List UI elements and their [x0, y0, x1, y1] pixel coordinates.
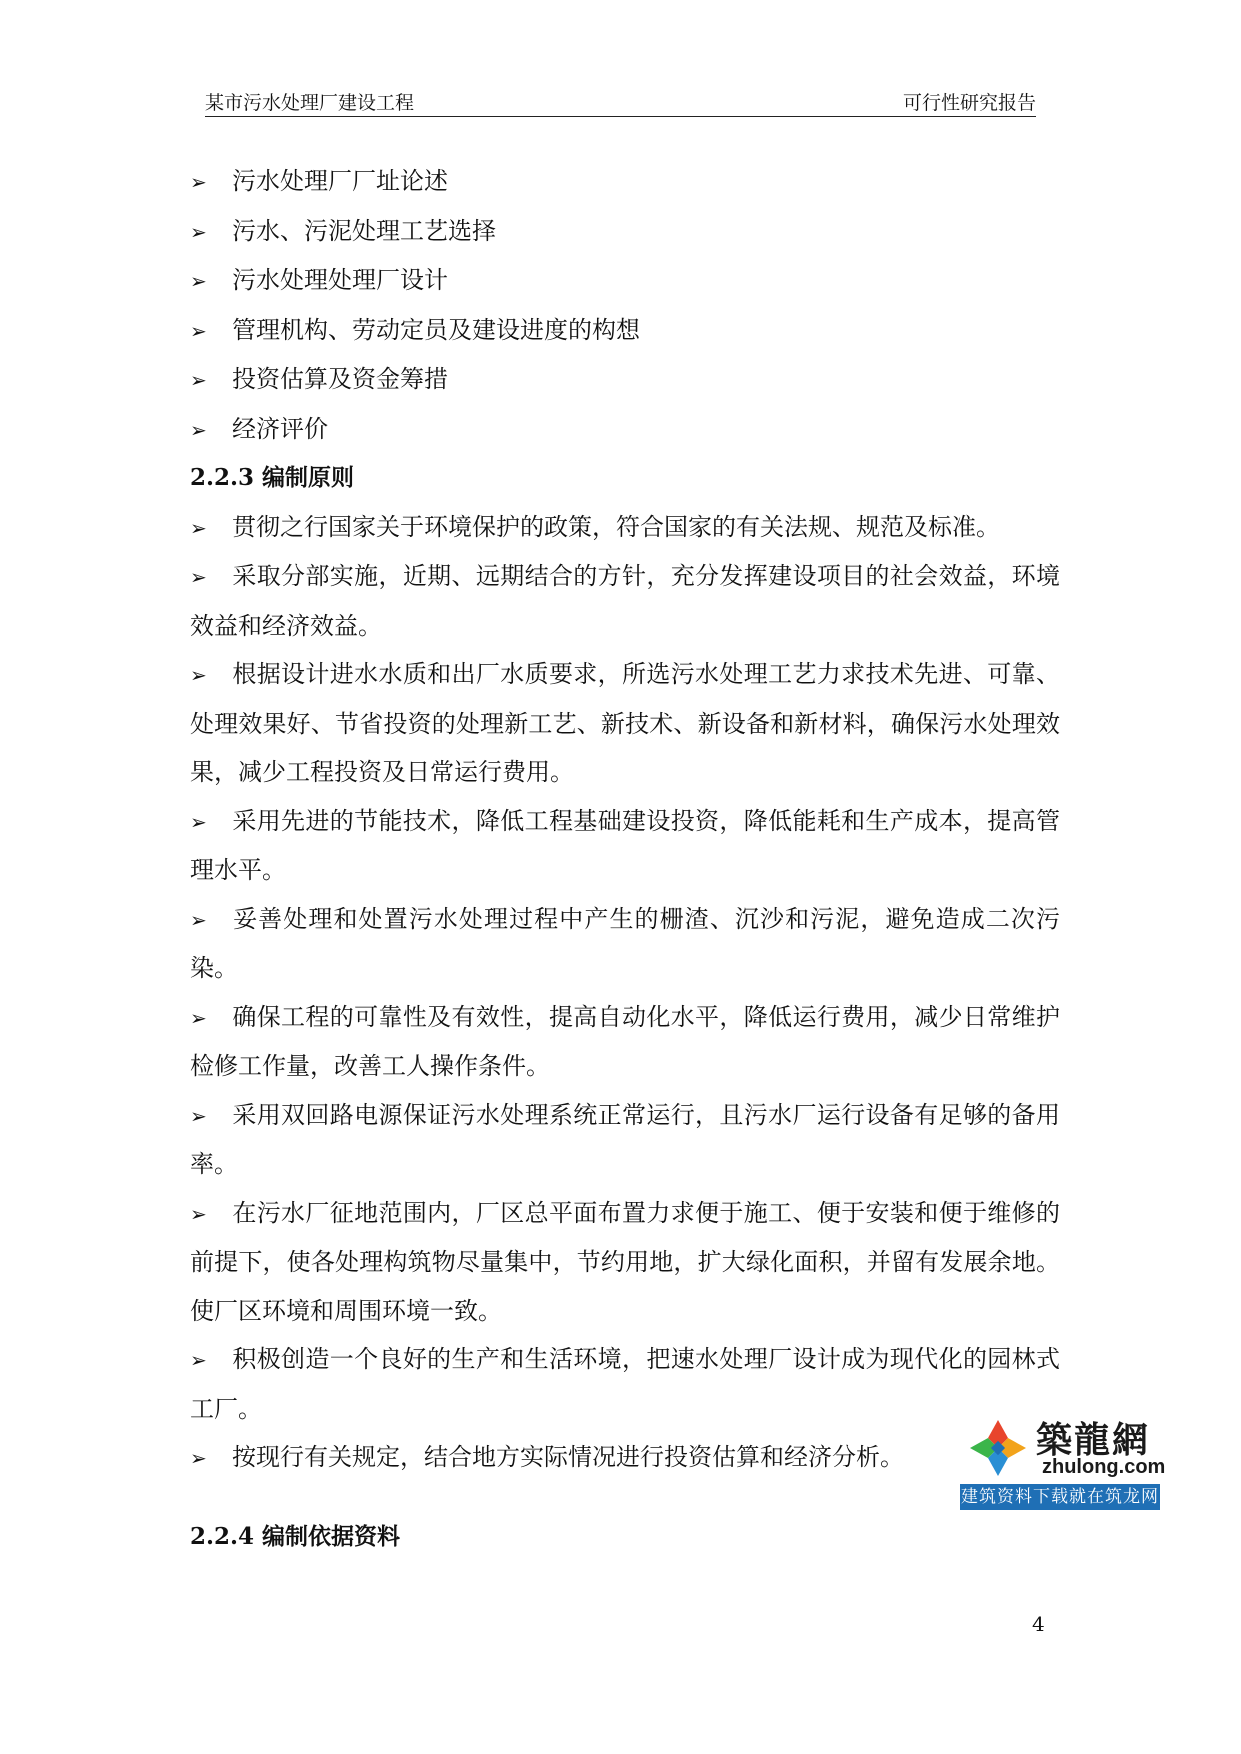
logo-name: 築龍網 [1036, 1420, 1151, 1461]
principle-item: ➢ 采用双回路电源保证污水处理系统正常运行，且污水厂运行设备有足够的备用率。 [190, 1091, 1060, 1189]
bullet-arrow-icon: ➢ [190, 219, 207, 244]
section-heading-224: 2.2.4 编制依据资料 [190, 1522, 400, 1550]
principle-item: ➢ 根据设计进水水质和出厂水质要求，所选污水处理工艺力求技术先进、可靠、处理效果好、节省投资的处理新工艺、新技术、新设备和新材料，确保污水处理效果，减少工程投资及日常运行费用。 [190, 650, 1060, 797]
bullet-arrow-icon: ➢ [190, 1201, 207, 1226]
bullet-arrow-icon: ➢ [190, 170, 207, 194]
principle-item: ➢ 贯彻之行国家关于环境保护的政策，符合国家的有关法规、规范及标准。 [190, 503, 1060, 553]
principle-item: ➢ 按现行有关规定，结合地方实际情况进行投资估算和经济分析。 [190, 1433, 910, 1483]
principle-item: ➢ 积极创造一个良好的生产和生活环境，把速水处理厂设计成为现代化的园林式工厂。 [190, 1335, 1060, 1433]
page-number: 4 [1032, 1612, 1045, 1636]
list-item: ➢ 污水、污泥处理工艺选择 [190, 207, 1060, 257]
bullet-arrow-icon: ➢ [190, 1446, 207, 1470]
list-item: ➢ 管理机构、劳动定员及建设进度的构想 [190, 306, 1060, 356]
bullet-arrow-icon: ➢ [190, 318, 207, 343]
principle-item: ➢ 妥善处理和处置污水处理过程中产生的栅渣、沉沙和污泥，避免造成二次污染。 [190, 895, 1060, 993]
bullet-arrow-icon: ➢ [190, 1103, 207, 1128]
logo-domain: zhulong.com [1042, 1456, 1166, 1478]
bullet-arrow-icon: ➢ [190, 515, 207, 540]
principle-item: ➢ 采用先进的节能技术，降低工程基础建设投资，降低能耗和生产成本，提高管理水平。 [190, 797, 1060, 895]
header-project-title: 某市污水处理厂建设工程 [205, 92, 415, 114]
pinwheel-logo-icon [966, 1416, 1030, 1480]
bullet-arrow-icon: ➢ [190, 1005, 207, 1030]
top-bullet-list [190, 157, 1060, 454]
list-item: ➢ 投资估算及资金筹措 [190, 355, 1060, 405]
section-heading-223: 2.2.3 编制原则 [190, 464, 354, 491]
bullet-arrow-icon: ➢ [190, 417, 207, 442]
bullet-arrow-icon: ➢ [190, 565, 207, 589]
zhulong-watermark-logo [960, 1410, 1166, 1510]
bullet-arrow-icon: ➢ [190, 663, 207, 687]
list-item: ➢ 污水处理厂厂址论述 [190, 157, 1060, 207]
bullet-arrow-icon: ➢ [190, 269, 207, 293]
principle-item: ➢ 采取分部实施，近期、远期结合的方针，充分发挥建设项目的社会效益，环境效益和经济效益。 [190, 552, 1060, 650]
list-item: ➢ 经济评价 [190, 405, 1060, 455]
bullet-arrow-icon: ➢ [190, 368, 207, 392]
principles-list [190, 503, 1060, 1483]
list-item: ➢ 污水处理处理厂设计 [190, 256, 1060, 306]
document-body [190, 157, 1060, 1561]
bullet-arrow-icon: ➢ [190, 907, 207, 932]
bullet-arrow-icon: ➢ [190, 809, 207, 834]
page-header [205, 88, 1036, 117]
principle-item: ➢ 在污水厂征地范围内，厂区总平面布置力求便于施工、便于安装和便于维修的前提下，使各处理构筑物尽量集中，节约用地，扩大绿化面积，并留有发展余地。使厂区环境和周围环境一致。 [190, 1189, 1060, 1336]
principle-item: ➢ 确保工程的可靠性及有效性，提高自动化水平，降低运行费用，减少日常维护检修工作量，改善工人操作条件。 [190, 993, 1060, 1091]
logo-slogan: 建筑资料下载就在筑龙网 [960, 1484, 1160, 1510]
bullet-arrow-icon: ➢ [190, 1348, 207, 1372]
header-report-type: 可行性研究报告 [902, 92, 1036, 114]
